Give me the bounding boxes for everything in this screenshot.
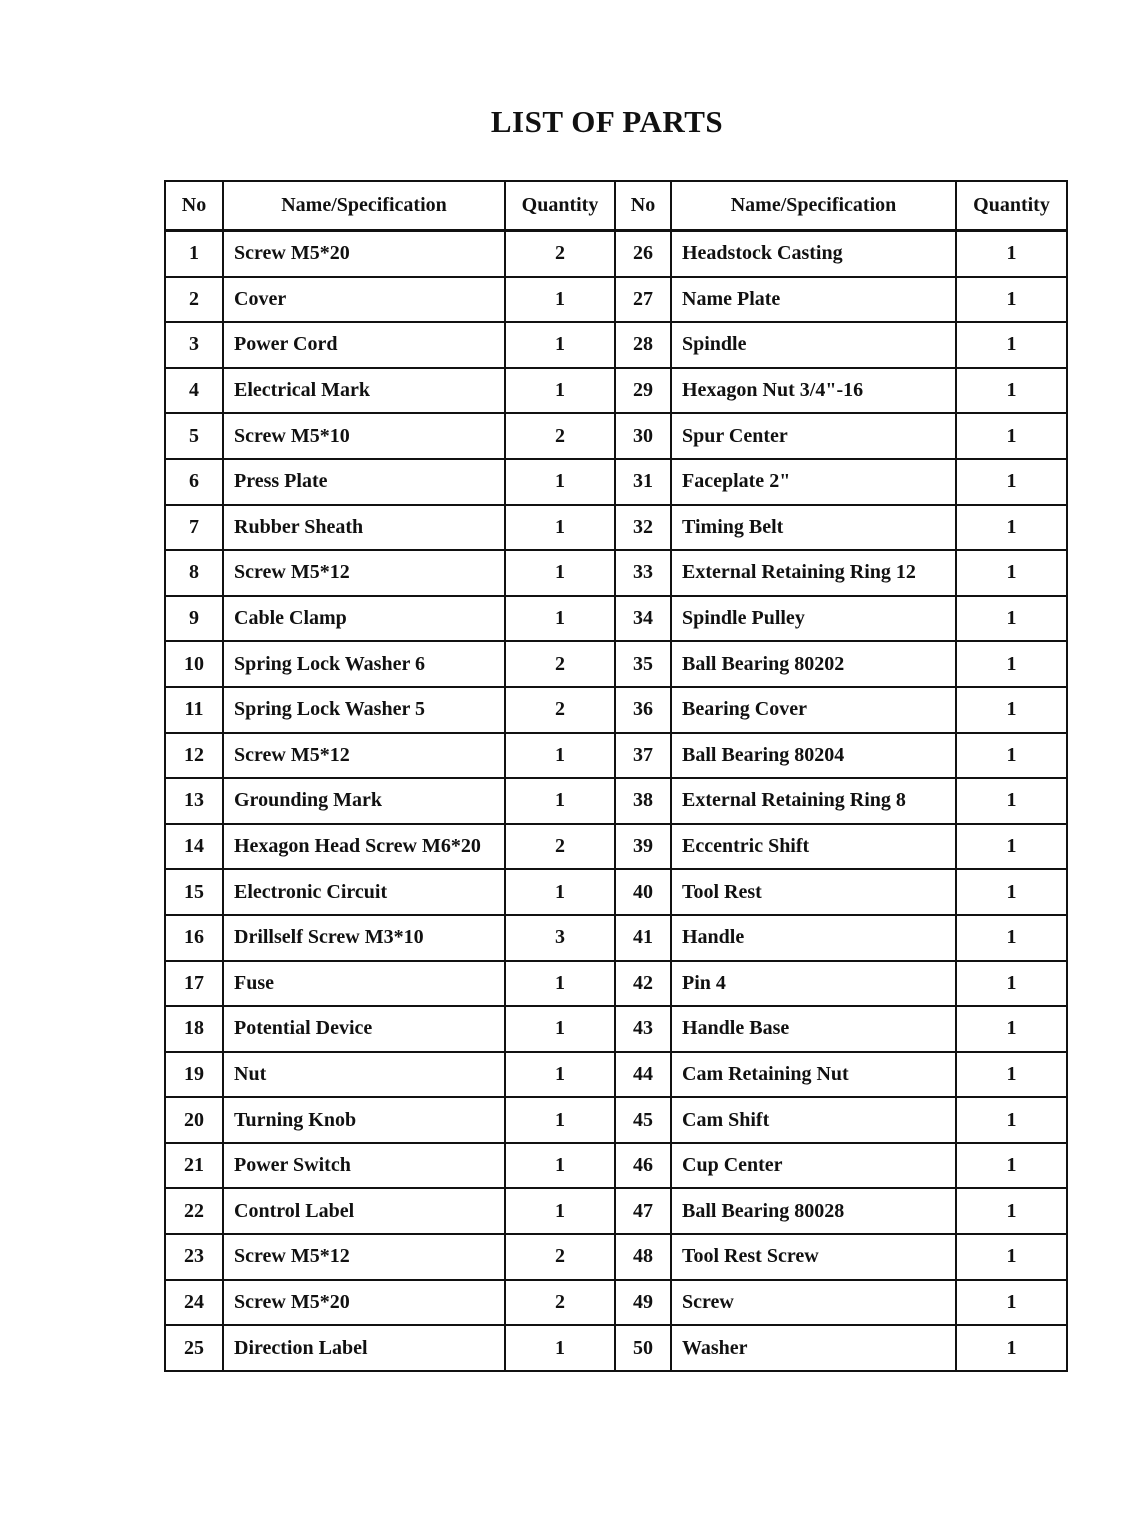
part-quantity: 1 bbox=[956, 869, 1067, 915]
part-name: Ball Bearing 80204 bbox=[671, 733, 956, 779]
part-quantity: 1 bbox=[956, 1188, 1067, 1234]
table-header bbox=[165, 181, 1067, 231]
part-number: 21 bbox=[165, 1143, 223, 1189]
part-quantity: 2 bbox=[505, 641, 615, 687]
table-row bbox=[165, 1325, 1067, 1371]
table-row bbox=[165, 505, 1067, 551]
part-number: 31 bbox=[615, 459, 671, 505]
part-quantity: 1 bbox=[956, 1052, 1067, 1098]
part-quantity: 3 bbox=[505, 915, 615, 961]
part-quantity: 1 bbox=[505, 596, 615, 642]
part-number: 47 bbox=[615, 1188, 671, 1234]
part-number: 43 bbox=[615, 1006, 671, 1052]
part-name: Ball Bearing 80202 bbox=[671, 641, 956, 687]
part-number: 39 bbox=[615, 824, 671, 870]
part-quantity: 1 bbox=[505, 778, 615, 824]
table-row bbox=[165, 1188, 1067, 1234]
table-row bbox=[165, 596, 1067, 642]
part-quantity: 1 bbox=[956, 231, 1067, 277]
table-row bbox=[165, 687, 1067, 733]
header-no: No bbox=[165, 181, 223, 231]
part-number: 13 bbox=[165, 778, 223, 824]
part-quantity: 1 bbox=[956, 1143, 1067, 1189]
part-number: 19 bbox=[165, 1052, 223, 1098]
part-quantity: 1 bbox=[505, 322, 615, 368]
part-name: Power Switch bbox=[223, 1143, 505, 1189]
part-number: 3 bbox=[165, 322, 223, 368]
part-name: Handle Base bbox=[671, 1006, 956, 1052]
part-name: Nut bbox=[223, 1052, 505, 1098]
part-number: 38 bbox=[615, 778, 671, 824]
table-row bbox=[165, 1234, 1067, 1280]
part-name: Tool Rest bbox=[671, 869, 956, 915]
table-row bbox=[165, 1143, 1067, 1189]
table-row bbox=[165, 961, 1067, 1007]
part-quantity: 1 bbox=[956, 733, 1067, 779]
part-quantity: 1 bbox=[505, 1006, 615, 1052]
part-name: External Retaining Ring 8 bbox=[671, 778, 956, 824]
part-number: 16 bbox=[165, 915, 223, 961]
header-no: No bbox=[615, 181, 671, 231]
part-quantity: 1 bbox=[956, 1006, 1067, 1052]
part-name: Spring Lock Washer 6 bbox=[223, 641, 505, 687]
part-name: Tool Rest Screw bbox=[671, 1234, 956, 1280]
part-number: 44 bbox=[615, 1052, 671, 1098]
part-quantity: 1 bbox=[956, 413, 1067, 459]
part-quantity: 1 bbox=[505, 1325, 615, 1371]
part-name: Headstock Casting bbox=[671, 231, 956, 277]
part-quantity: 1 bbox=[505, 1143, 615, 1189]
table-row bbox=[165, 231, 1067, 277]
table-row bbox=[165, 1052, 1067, 1098]
part-name: Screw M5*12 bbox=[223, 1234, 505, 1280]
part-number: 50 bbox=[615, 1325, 671, 1371]
part-quantity: 1 bbox=[505, 869, 615, 915]
part-name: Control Label bbox=[223, 1188, 505, 1234]
part-number: 40 bbox=[615, 869, 671, 915]
part-quantity: 1 bbox=[956, 550, 1067, 596]
part-quantity: 2 bbox=[505, 687, 615, 733]
page-title: LIST OF PARTS bbox=[490, 104, 724, 139]
table-row bbox=[165, 915, 1067, 961]
part-name: Spring Lock Washer 5 bbox=[223, 687, 505, 733]
parts-table bbox=[164, 180, 1068, 1372]
part-name: Fuse bbox=[223, 961, 505, 1007]
part-quantity: 1 bbox=[505, 550, 615, 596]
part-quantity: 1 bbox=[505, 368, 615, 414]
part-quantity: 2 bbox=[505, 413, 615, 459]
part-name: Spindle bbox=[671, 322, 956, 368]
part-name: Press Plate bbox=[223, 459, 505, 505]
part-quantity: 1 bbox=[956, 961, 1067, 1007]
part-name: Cam Retaining Nut bbox=[671, 1052, 956, 1098]
part-quantity: 1 bbox=[505, 459, 615, 505]
part-name: Hexagon Head Screw M6*20 bbox=[223, 824, 505, 870]
part-number: 22 bbox=[165, 1188, 223, 1234]
part-number: 27 bbox=[615, 277, 671, 323]
part-quantity: 2 bbox=[505, 231, 615, 277]
part-name: Faceplate 2" bbox=[671, 459, 956, 505]
part-quantity: 1 bbox=[505, 733, 615, 779]
part-quantity: 1 bbox=[505, 505, 615, 551]
part-name: Hexagon Nut 3/4"-16 bbox=[671, 368, 956, 414]
part-name: Spur Center bbox=[671, 413, 956, 459]
part-name: Screw M5*12 bbox=[223, 733, 505, 779]
part-name: Cam Shift bbox=[671, 1097, 956, 1143]
part-number: 24 bbox=[165, 1280, 223, 1326]
part-quantity: 1 bbox=[956, 687, 1067, 733]
part-number: 23 bbox=[165, 1234, 223, 1280]
part-quantity: 1 bbox=[505, 277, 615, 323]
part-number: 29 bbox=[615, 368, 671, 414]
part-quantity: 1 bbox=[956, 915, 1067, 961]
part-number: 33 bbox=[615, 550, 671, 596]
part-quantity: 1 bbox=[505, 961, 615, 1007]
part-name: Bearing Cover bbox=[671, 687, 956, 733]
header-quantity: Quantity bbox=[956, 181, 1067, 231]
part-quantity: 1 bbox=[956, 1280, 1067, 1326]
part-name: Screw M5*20 bbox=[223, 231, 505, 277]
part-name: Cup Center bbox=[671, 1143, 956, 1189]
part-quantity: 1 bbox=[505, 1188, 615, 1234]
table-row bbox=[165, 550, 1067, 596]
part-number: 34 bbox=[615, 596, 671, 642]
part-name: Screw M5*10 bbox=[223, 413, 505, 459]
part-quantity: 1 bbox=[956, 368, 1067, 414]
part-number: 7 bbox=[165, 505, 223, 551]
part-quantity: 1 bbox=[956, 322, 1067, 368]
part-quantity: 1 bbox=[956, 824, 1067, 870]
table-body bbox=[165, 231, 1067, 1372]
part-number: 6 bbox=[165, 459, 223, 505]
part-number: 36 bbox=[615, 687, 671, 733]
header-name: Name/Specification bbox=[671, 181, 956, 231]
part-quantity: 1 bbox=[505, 1052, 615, 1098]
table-row bbox=[165, 1097, 1067, 1143]
part-number: 11 bbox=[165, 687, 223, 733]
part-quantity: 1 bbox=[956, 277, 1067, 323]
part-name: Potential Device bbox=[223, 1006, 505, 1052]
table-row bbox=[165, 1280, 1067, 1326]
part-number: 9 bbox=[165, 596, 223, 642]
part-name: Cable Clamp bbox=[223, 596, 505, 642]
part-quantity: 1 bbox=[956, 505, 1067, 551]
part-number: 41 bbox=[615, 915, 671, 961]
table-row bbox=[165, 869, 1067, 915]
part-name: Spindle Pulley bbox=[671, 596, 956, 642]
table-row bbox=[165, 368, 1067, 414]
part-number: 49 bbox=[615, 1280, 671, 1326]
part-name: Screw M5*20 bbox=[223, 1280, 505, 1326]
part-quantity: 1 bbox=[956, 459, 1067, 505]
part-number: 30 bbox=[615, 413, 671, 459]
part-number: 2 bbox=[165, 277, 223, 323]
part-number: 12 bbox=[165, 733, 223, 779]
part-quantity: 1 bbox=[956, 1325, 1067, 1371]
part-number: 46 bbox=[615, 1143, 671, 1189]
part-quantity: 2 bbox=[505, 824, 615, 870]
part-name: Direction Label bbox=[223, 1325, 505, 1371]
part-name: Drillself Screw M3*10 bbox=[223, 915, 505, 961]
part-number: 20 bbox=[165, 1097, 223, 1143]
header-name: Name/Specification bbox=[223, 181, 505, 231]
part-quantity: 2 bbox=[505, 1234, 615, 1280]
part-name: Electronic Circuit bbox=[223, 869, 505, 915]
part-name: Timing Belt bbox=[671, 505, 956, 551]
part-quantity: 1 bbox=[505, 1097, 615, 1143]
part-number: 25 bbox=[165, 1325, 223, 1371]
table-row bbox=[165, 1006, 1067, 1052]
part-name: Screw M5*12 bbox=[223, 550, 505, 596]
part-name: Screw bbox=[671, 1280, 956, 1326]
part-name: Cover bbox=[223, 277, 505, 323]
part-number: 35 bbox=[615, 641, 671, 687]
part-number: 17 bbox=[165, 961, 223, 1007]
header-row bbox=[165, 181, 1067, 231]
part-number: 18 bbox=[165, 1006, 223, 1052]
part-name: Rubber Sheath bbox=[223, 505, 505, 551]
part-name: Power Cord bbox=[223, 322, 505, 368]
table-row bbox=[165, 459, 1067, 505]
part-name: Turning Knob bbox=[223, 1097, 505, 1143]
part-quantity: 2 bbox=[505, 1280, 615, 1326]
part-number: 45 bbox=[615, 1097, 671, 1143]
part-number: 32 bbox=[615, 505, 671, 551]
part-name: Grounding Mark bbox=[223, 778, 505, 824]
part-quantity: 1 bbox=[956, 596, 1067, 642]
part-name: Ball Bearing 80028 bbox=[671, 1188, 956, 1234]
part-quantity: 1 bbox=[956, 1097, 1067, 1143]
table-row bbox=[165, 824, 1067, 870]
table-row bbox=[165, 322, 1067, 368]
part-number: 10 bbox=[165, 641, 223, 687]
part-quantity: 1 bbox=[956, 778, 1067, 824]
part-number: 48 bbox=[615, 1234, 671, 1280]
part-number: 5 bbox=[165, 413, 223, 459]
part-number: 26 bbox=[615, 231, 671, 277]
part-name: Pin 4 bbox=[671, 961, 956, 1007]
part-name: External Retaining Ring 12 bbox=[671, 550, 956, 596]
part-number: 4 bbox=[165, 368, 223, 414]
part-name: Handle bbox=[671, 915, 956, 961]
table-row bbox=[165, 277, 1067, 323]
table-row bbox=[165, 778, 1067, 824]
part-number: 37 bbox=[615, 733, 671, 779]
part-number: 14 bbox=[165, 824, 223, 870]
part-name: Eccentric Shift bbox=[671, 824, 956, 870]
part-quantity: 1 bbox=[956, 641, 1067, 687]
part-name: Washer bbox=[671, 1325, 956, 1371]
header-quantity: Quantity bbox=[505, 181, 615, 231]
table-row bbox=[165, 733, 1067, 779]
part-number: 28 bbox=[615, 322, 671, 368]
part-number: 1 bbox=[165, 231, 223, 277]
part-quantity: 1 bbox=[956, 1234, 1067, 1280]
table-row bbox=[165, 413, 1067, 459]
table-row bbox=[165, 641, 1067, 687]
part-number: 42 bbox=[615, 961, 671, 1007]
part-number: 8 bbox=[165, 550, 223, 596]
part-name: Electrical Mark bbox=[223, 368, 505, 414]
part-name: Name Plate bbox=[671, 277, 956, 323]
part-number: 15 bbox=[165, 869, 223, 915]
